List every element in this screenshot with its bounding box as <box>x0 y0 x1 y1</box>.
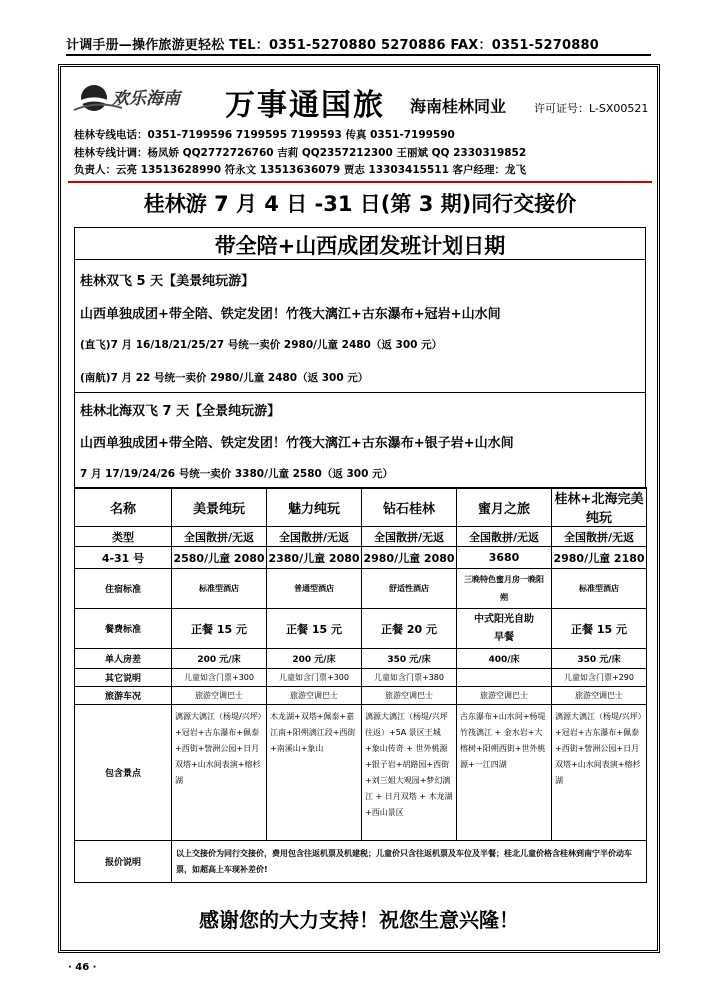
table-cell: 全国散拼/无返 <box>552 527 647 547</box>
table-cell: 4-31 号 <box>75 547 172 569</box>
table-cell: 2580/儿童 2080 <box>172 547 267 569</box>
table-cell: 400/床 <box>457 649 552 669</box>
table-cell: 钻石桂林 <box>362 488 457 527</box>
table-cell: 全国散拼/无返 <box>362 527 457 547</box>
table-row <box>75 569 647 609</box>
table-cell: 单人房差 <box>75 649 172 669</box>
table-cell: 报价说明 <box>75 841 172 883</box>
logo <box>72 78 222 118</box>
table-cell: 200 元/床 <box>172 649 267 669</box>
page-header: 计调手册—操作旅游更轻松 TEL：0351-5270880 5270886 FAX：0351-5270880 <box>66 38 599 53</box>
table-cell: 全国散拼/无返 <box>457 527 552 547</box>
table-row <box>75 687 647 705</box>
table-cell: 蜜月之旅 <box>457 488 552 527</box>
table-row <box>75 841 647 883</box>
table-cell: 350 元/床 <box>362 649 457 669</box>
table-row <box>75 609 647 649</box>
table-cell: 2380/儿童 2080 <box>267 547 362 569</box>
table-cell: 桂林+北海完美纯玩 <box>552 488 647 527</box>
trip2-name: 桂林北海双飞 7 天【全景纯玩游】 <box>80 404 281 419</box>
table-cell: 标准型酒店 <box>172 569 267 609</box>
license-number: 许可证号：L-SX00521 <box>534 102 649 115</box>
table-cell: 儿童如含门票+300 <box>267 669 362 687</box>
table-row <box>75 527 647 547</box>
table-cell: 标准型酒店 <box>552 569 647 609</box>
table-cell: 正餐 15 元 <box>172 609 267 649</box>
schedule-divider <box>74 259 646 260</box>
table-cell: 普通型酒店 <box>267 569 362 609</box>
table-cell: 儿童如含门票+380 <box>362 669 457 687</box>
trip2-dates: 7 月 17/19/24/26 号统一卖价 3380/儿童 2580（返 300 元） <box>80 468 394 480</box>
table-cell: 类型 <box>75 527 172 547</box>
table-cell: 美景纯玩 <box>172 488 267 527</box>
table-cell: 儿童如含门票+290 <box>552 669 647 687</box>
table-cell: 魅力纯玩 <box>267 488 362 527</box>
table-row <box>75 547 647 569</box>
table-row <box>75 705 647 841</box>
table-cell: 旅游空调巴士 <box>267 687 362 705</box>
table-cell: 漓源大漓江（杨堤/兴坪）+冠岩+古东瀑布+佩泰+西街+訾洲公园+日月双塔+山水间表演+榕杉湖 <box>552 705 647 841</box>
table-cell: 餐费标准 <box>75 609 172 649</box>
table-cell: 包含景点 <box>75 705 172 841</box>
thanks-message: 感谢您的大力支持！祝您生意兴隆！ <box>199 908 519 932</box>
page-number: · 46 · <box>68 962 97 973</box>
table-cell <box>457 669 552 687</box>
table-cell: 200 元/床 <box>267 649 362 669</box>
trip1-name: 桂林双飞 5 天【美景纯玩游】 <box>80 274 255 289</box>
contact-line-3: 负责人：云亮 13513628990 符永文 13513636079 贾志 13303415511 客户经理：龙飞 <box>74 164 527 176</box>
contact-line-1: 桂林专线电话：0351-7199596 7199595 7199593 传真 0351-7199590 <box>74 129 455 141</box>
table-cell: 名称 <box>75 488 172 527</box>
table-cell: 三晚特色蜜月房一晚阳朔 <box>457 569 552 609</box>
table-cell: 漓源大漓江（杨堤/兴坪）+冠岩+古东瀑布+佩泰+西街+訾洲公园+日月双塔+山水间表演+榕杉湖 <box>172 705 267 841</box>
table-cell: 2980/儿童 2080 <box>362 547 457 569</box>
table-row <box>75 649 647 669</box>
table-cell: 正餐 15 元 <box>267 609 362 649</box>
table-cell: 全国散拼/无返 <box>172 527 267 547</box>
brand-name: 万事通国旅 <box>225 88 385 123</box>
table-cell: 木龙湖+双塔+佩泰+嘉江南+阳朔漓江段+西街+南溪山+象山 <box>267 705 362 841</box>
table-cell: 3680 <box>457 547 552 569</box>
trip1-dates-a: (直飞)7 月 16/18/21/25/27 号统一卖价 2980/儿童 2480（返 300 元） <box>80 339 443 351</box>
table-row <box>75 669 647 687</box>
main-title: 桂林游 7 月 4 日 -31 日(第 3 期)同行交接价 <box>143 192 577 216</box>
table-cell: 旅游空调巴士 <box>457 687 552 705</box>
table-cell: 以上交接价为同行交接价，费用包含往返机票及机建税；儿童价只含往返机票及车位及半餐；桂北儿童价格含桂林到南宁半价动车票，如超高上车现补差价! <box>172 841 647 883</box>
red-divider <box>68 181 652 183</box>
table-cell: 中式阳光自助早餐 <box>457 609 552 649</box>
table-cell: 其它说明 <box>75 669 172 687</box>
table-cell: 旅游车况 <box>75 687 172 705</box>
table-cell: 舒适性酒店 <box>362 569 457 609</box>
table-cell: 旅游空调巴士 <box>552 687 647 705</box>
trip2-route: 山西单独成团+带全陪、铁定发团！竹筏大漓江+古东瀑布+银子岩+山水间 <box>80 436 514 451</box>
table-cell: 古东瀑布+山水间+杨堤竹筏漓江 + 金水岩+大榕树+阳朔西街+世外桃源+一江四湖 <box>457 705 552 841</box>
table-cell: 儿童如含门票+300 <box>172 669 267 687</box>
schedule-divider-2 <box>74 392 646 393</box>
table-header-row <box>75 488 647 527</box>
header-divider <box>66 54 651 56</box>
table-cell: 350 元/床 <box>552 649 647 669</box>
brand-subtitle: 海南桂林同业 <box>410 97 507 116</box>
trip1-route: 山西单独成团+带全陪、铁定发团！竹筏大漓江+古东瀑布+冠岩+山水间 <box>80 307 501 322</box>
logo-wave-icon <box>72 78 222 118</box>
table-cell: 正餐 20 元 <box>362 609 457 649</box>
trip1-dates-b: (南航)7 月 22 号统一卖价 2980/儿童 2480（返 300 元） <box>80 372 369 384</box>
price-table <box>74 487 647 883</box>
schedule-title: 带全陪+山西成团发班计划日期 <box>214 234 506 258</box>
table-cell: 漓源大漓江（杨堤/兴坪往返）+5A 景区王城+象山传奇 + 世外桃源+银子岩+胡路园+西街+刘三姐大观园+梦幻漓江 + 日月双塔 + 木龙湖+西山景区 <box>362 705 457 841</box>
table-cell: 正餐 15 元 <box>552 609 647 649</box>
table-cell: 旅游空调巴士 <box>172 687 267 705</box>
table-cell: 全国散拼/无返 <box>267 527 362 547</box>
contact-line-2: 桂林专线计调：杨凤娇 QQ2772726760 吉莉 QQ2357212300 王丽斌 QQ 2330319852 <box>74 147 527 159</box>
logo-text: 欢乐海南 <box>112 89 180 109</box>
table-cell: 旅游空调巴士 <box>362 687 457 705</box>
table-cell: 住宿标准 <box>75 569 172 609</box>
table-cell: 2980/儿童 2180 <box>552 547 647 569</box>
